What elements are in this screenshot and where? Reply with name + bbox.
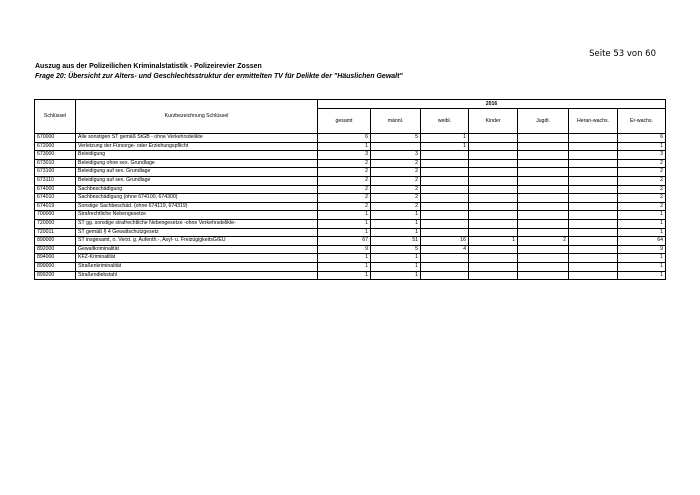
cell-description: Straßenkriminalität bbox=[76, 262, 318, 271]
cell-description: Gewaltkriminalität bbox=[76, 245, 318, 254]
cell-value: 51 bbox=[371, 237, 421, 246]
cell-value bbox=[421, 194, 469, 203]
cell-value bbox=[569, 168, 618, 177]
cell-value bbox=[469, 228, 518, 237]
cell-description: Beleidigung auf sex. Grundlage bbox=[76, 176, 318, 185]
cell-value: 2 bbox=[371, 194, 421, 203]
cell-key: 899000 bbox=[35, 262, 76, 271]
table-row bbox=[35, 237, 666, 246]
cell-value: 6 bbox=[618, 134, 666, 143]
cell-value: 2 bbox=[318, 159, 371, 168]
cell-value: 1 bbox=[469, 237, 518, 246]
statistics-table bbox=[34, 99, 666, 280]
cell-value bbox=[469, 151, 518, 160]
cell-description: ST gg. sonstige strafrechtliche Nebengesetze -ohne Verkehrsdelikte- bbox=[76, 219, 318, 228]
cell-value: 1 bbox=[318, 271, 371, 280]
cell-value: 3 bbox=[318, 151, 371, 160]
cell-value: 1 bbox=[618, 211, 666, 220]
document-subtitle: Frage 20: Übersicht zur Alters- und Geschlechtsstruktur der ermittelten TV für Delikte der "Häuslichen Gewalt" bbox=[35, 73, 403, 80]
header-column: Jugdl. bbox=[518, 109, 569, 134]
cell-key: 672000 bbox=[35, 142, 76, 151]
cell-value: 3 bbox=[371, 151, 421, 160]
cell-value: 2 bbox=[618, 176, 666, 185]
header-column: gesamt bbox=[318, 109, 371, 134]
cell-value: 1 bbox=[618, 254, 666, 263]
cell-value bbox=[569, 185, 618, 194]
table-row bbox=[35, 185, 666, 194]
cell-key: 674010 bbox=[35, 194, 76, 203]
cell-value bbox=[421, 185, 469, 194]
cell-value: 4 bbox=[421, 245, 469, 254]
cell-value: 2 bbox=[618, 202, 666, 211]
cell-key: 890000 bbox=[35, 237, 76, 246]
cell-value bbox=[421, 202, 469, 211]
cell-description: Verletzung der Fürsorge- oder Erziehungspflicht bbox=[76, 142, 318, 151]
cell-description: Alle sonstigen ST gemäß StGB - ohne Verkehrsdelikte bbox=[76, 134, 318, 143]
cell-value bbox=[518, 176, 569, 185]
cell-value bbox=[421, 219, 469, 228]
table-row bbox=[35, 159, 666, 168]
cell-value bbox=[469, 211, 518, 220]
cell-value: 1 bbox=[421, 142, 469, 151]
cell-value bbox=[518, 134, 569, 143]
cell-value bbox=[518, 271, 569, 280]
cell-value bbox=[569, 262, 618, 271]
cell-key: 674000 bbox=[35, 185, 76, 194]
header-description bbox=[76, 100, 318, 134]
cell-value bbox=[518, 142, 569, 151]
header-column: Heran-wachs. bbox=[569, 109, 618, 134]
cell-value: 1 bbox=[371, 254, 421, 263]
table-row bbox=[35, 245, 666, 254]
cell-value bbox=[469, 271, 518, 280]
cell-value: 2 bbox=[318, 202, 371, 211]
table-row bbox=[35, 271, 666, 280]
cell-value: 2 bbox=[318, 176, 371, 185]
cell-value bbox=[569, 176, 618, 185]
cell-value bbox=[421, 254, 469, 263]
cell-value bbox=[469, 202, 518, 211]
cell-value bbox=[569, 245, 618, 254]
cell-key: 674019 bbox=[35, 202, 76, 211]
cell-key: 894000 bbox=[35, 254, 76, 263]
cell-description: Sonstige Sachbeschäd. (ohne 674119, 674319) bbox=[76, 202, 318, 211]
cell-value bbox=[371, 142, 421, 151]
cell-value: 2 bbox=[371, 168, 421, 177]
cell-value: 2 bbox=[371, 185, 421, 194]
cell-value: 5 bbox=[371, 245, 421, 254]
cell-value bbox=[569, 228, 618, 237]
cell-value: 3 bbox=[618, 151, 666, 160]
cell-value bbox=[469, 245, 518, 254]
cell-value: 1 bbox=[371, 271, 421, 280]
cell-value: 1 bbox=[371, 219, 421, 228]
cell-value bbox=[569, 202, 618, 211]
cell-value: 1 bbox=[421, 134, 469, 143]
cell-value bbox=[421, 271, 469, 280]
header-column: Er-wachs. bbox=[618, 109, 666, 134]
table-row bbox=[35, 202, 666, 211]
cell-description: Beleidigung ohne sex. Grundlage bbox=[76, 159, 318, 168]
cell-value: 2 bbox=[618, 185, 666, 194]
cell-key: 700000 bbox=[35, 211, 76, 220]
cell-value: 2 bbox=[371, 159, 421, 168]
cell-value: 6 bbox=[318, 134, 371, 143]
header-key: Schlüssel bbox=[35, 100, 76, 134]
cell-description: ST gemäß § 4 Gewaltschutzgesetz bbox=[76, 228, 318, 237]
cell-value: 1 bbox=[371, 228, 421, 237]
cell-value: 1 bbox=[371, 262, 421, 271]
cell-value: 1 bbox=[371, 211, 421, 220]
cell-value: 1 bbox=[318, 142, 371, 151]
cell-value: 1 bbox=[618, 271, 666, 280]
cell-value bbox=[421, 168, 469, 177]
cell-description: Straßendiebstahl bbox=[76, 271, 318, 280]
cell-value: 16 bbox=[421, 237, 469, 246]
cell-value: 1 bbox=[618, 262, 666, 271]
header-column: weibl. bbox=[421, 109, 469, 134]
cell-description: KFZ-Kriminalität bbox=[76, 254, 318, 263]
cell-value: 2 bbox=[318, 194, 371, 203]
page-number: Seite 53 von 60 bbox=[589, 49, 656, 59]
document-title: Auszug aus der Polizeilichen Kriminalstatistik - Polizeirevier Zossen bbox=[35, 63, 262, 70]
cell-value: 2 bbox=[318, 168, 371, 177]
cell-description: Sachbeschädigung bbox=[76, 185, 318, 194]
cell-value bbox=[518, 185, 569, 194]
cell-key: 720011 bbox=[35, 228, 76, 237]
cell-value bbox=[421, 262, 469, 271]
table-row bbox=[35, 254, 666, 263]
header-description-label: Kurzbezeichnung Schlüssel bbox=[164, 113, 229, 120]
cell-key: 899200 bbox=[35, 271, 76, 280]
cell-value: 1 bbox=[618, 228, 666, 237]
cell-value bbox=[518, 202, 569, 211]
cell-value: 1 bbox=[318, 228, 371, 237]
cell-value bbox=[518, 151, 569, 160]
cell-value bbox=[469, 142, 518, 151]
table-row bbox=[35, 151, 666, 160]
cell-description: Beleidigung auf sex. Grundlage bbox=[76, 168, 318, 177]
cell-value: 2 bbox=[618, 194, 666, 203]
cell-value: 2 bbox=[371, 202, 421, 211]
cell-key: 673110 bbox=[35, 176, 76, 185]
cell-value bbox=[569, 151, 618, 160]
header-year: 2016 bbox=[318, 100, 666, 109]
cell-value: 2 bbox=[618, 168, 666, 177]
cell-value bbox=[569, 237, 618, 246]
cell-value: 9 bbox=[618, 245, 666, 254]
cell-value bbox=[569, 194, 618, 203]
cell-value bbox=[518, 211, 569, 220]
cell-value bbox=[569, 134, 618, 143]
cell-value: 67 bbox=[318, 237, 371, 246]
table-row bbox=[35, 168, 666, 177]
cell-value bbox=[421, 151, 469, 160]
cell-value bbox=[421, 176, 469, 185]
cell-value bbox=[469, 185, 518, 194]
table-row bbox=[35, 228, 666, 237]
cell-key: 673100 bbox=[35, 168, 76, 177]
cell-value bbox=[421, 211, 469, 220]
cell-value: 1 bbox=[318, 254, 371, 263]
cell-value: 2 bbox=[518, 237, 569, 246]
cell-value: 2 bbox=[318, 185, 371, 194]
cell-value bbox=[469, 262, 518, 271]
cell-value bbox=[421, 228, 469, 237]
cell-value: 1 bbox=[318, 219, 371, 228]
table-row bbox=[35, 262, 666, 271]
cell-value: 1 bbox=[318, 211, 371, 220]
cell-value bbox=[569, 254, 618, 263]
cell-value bbox=[518, 219, 569, 228]
table-row bbox=[35, 219, 666, 228]
table-row bbox=[35, 194, 666, 203]
cell-value bbox=[569, 271, 618, 280]
cell-key: 673010 bbox=[35, 159, 76, 168]
table-row bbox=[35, 176, 666, 185]
cell-value bbox=[469, 254, 518, 263]
cell-value bbox=[518, 254, 569, 263]
table-row bbox=[35, 134, 666, 143]
cell-value bbox=[469, 194, 518, 203]
cell-value bbox=[469, 134, 518, 143]
cell-description: ST insgesamt, o. Verst. g. Aufenth.-, Asyl- u. FreizügigkeitsG/EU bbox=[76, 237, 318, 246]
cell-value: 1 bbox=[318, 262, 371, 271]
cell-value: 9 bbox=[318, 245, 371, 254]
cell-value bbox=[421, 159, 469, 168]
cell-value bbox=[569, 142, 618, 151]
header-column: Kinder bbox=[469, 109, 518, 134]
cell-value bbox=[518, 194, 569, 203]
cell-description: Strafrechtliche Nebengesetze bbox=[76, 211, 318, 220]
cell-value bbox=[569, 159, 618, 168]
cell-value: 1 bbox=[618, 142, 666, 151]
cell-value: 2 bbox=[618, 159, 666, 168]
cell-value bbox=[518, 228, 569, 237]
cell-value: 64 bbox=[618, 237, 666, 246]
cell-key: 892000 bbox=[35, 245, 76, 254]
cell-value bbox=[518, 262, 569, 271]
cell-value bbox=[569, 219, 618, 228]
cell-value: 2 bbox=[371, 176, 421, 185]
cell-value: 5 bbox=[371, 134, 421, 143]
cell-value bbox=[518, 159, 569, 168]
cell-description: Beleidigung bbox=[76, 151, 318, 160]
cell-value bbox=[469, 159, 518, 168]
cell-description: Sachbeschädigung (ohne 674100, 674300) bbox=[76, 194, 318, 203]
cell-key: 673000 bbox=[35, 151, 76, 160]
cell-value bbox=[469, 176, 518, 185]
cell-value bbox=[518, 245, 569, 254]
cell-value bbox=[469, 219, 518, 228]
cell-value: 1 bbox=[618, 219, 666, 228]
table-row bbox=[35, 142, 666, 151]
header-column: männl. bbox=[371, 109, 421, 134]
cell-value bbox=[569, 211, 618, 220]
cell-value bbox=[469, 168, 518, 177]
cell-value bbox=[518, 168, 569, 177]
table-row bbox=[35, 211, 666, 220]
cell-key: 670000 bbox=[35, 134, 76, 143]
cell-key: 720000 bbox=[35, 219, 76, 228]
